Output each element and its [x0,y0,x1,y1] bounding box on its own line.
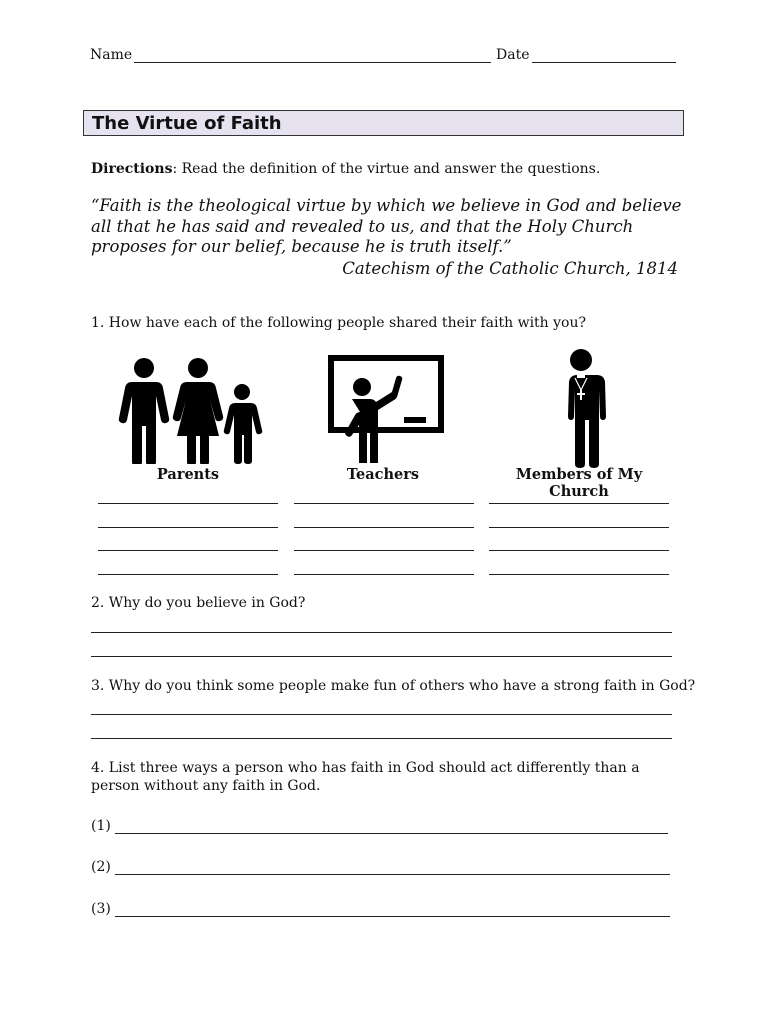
list-label-1: (1) [91,818,111,834]
question-4: 4. List three ways a person who has faith in God should act differently than a person without any faith in God. [91,760,640,794]
directions-label: Directions [91,161,173,177]
q2-answer-line[interactable] [91,632,672,633]
teachers-answer-line[interactable] [294,574,474,575]
parents-answer-line[interactable] [98,503,278,504]
parents-answer-line[interactable] [98,574,278,575]
directions [91,161,600,177]
family-icon [116,356,264,464]
date-field[interactable] [532,62,676,63]
teachers-answer-line[interactable] [294,527,474,528]
name-field[interactable] [134,62,491,63]
directions-text: : Read the definition of the virtue and answer the questions. [172,161,601,177]
date-label: Date [496,47,530,63]
parents-answer-line[interactable] [98,550,278,551]
church-members-answer-line[interactable] [489,527,669,528]
church-members-answer-line[interactable] [489,574,669,575]
column-label-church-members: Members of My Church [515,466,643,500]
teacher-icon [328,355,444,463]
question-1: 1. How have each of the following people shared their faith with you? [91,315,586,331]
column-label-teachers: Teachers [346,466,420,483]
parents-answer-line[interactable] [98,527,278,528]
q3-answer-line[interactable] [91,714,672,715]
question-3: 3. Why do you think some people make fun of others who have a strong faith in God? [91,678,696,694]
q3-answer-line[interactable] [91,738,672,739]
catechism-quote: “Faith is the theological virtue by which we believe in God and believe all that he has said and revealed to us, and that the Holy Church proposes for our belief, because he is truth itself.” [91,196,682,256]
page-title: The Virtue of Faith [92,113,282,134]
column-label-parents: Parents [156,466,220,483]
quote-source: Catechism of the Catholic Church, 1814 [342,259,678,278]
list-answer-line-1[interactable] [115,833,668,834]
list-answer-line-3[interactable] [115,916,670,917]
teachers-answer-line[interactable] [294,503,474,504]
list-answer-line-2[interactable] [115,874,670,875]
list-label-3: (3) [91,901,111,917]
church-members-answer-line[interactable] [489,550,669,551]
priest-icon [555,348,607,468]
list-label-2: (2) [91,859,111,875]
teachers-answer-line[interactable] [294,550,474,551]
church-members-answer-line[interactable] [489,503,669,504]
title-box [83,110,684,136]
name-label: Name [90,47,133,63]
question-2: 2. Why do you believe in God? [91,595,306,611]
q2-answer-line[interactable] [91,656,672,657]
